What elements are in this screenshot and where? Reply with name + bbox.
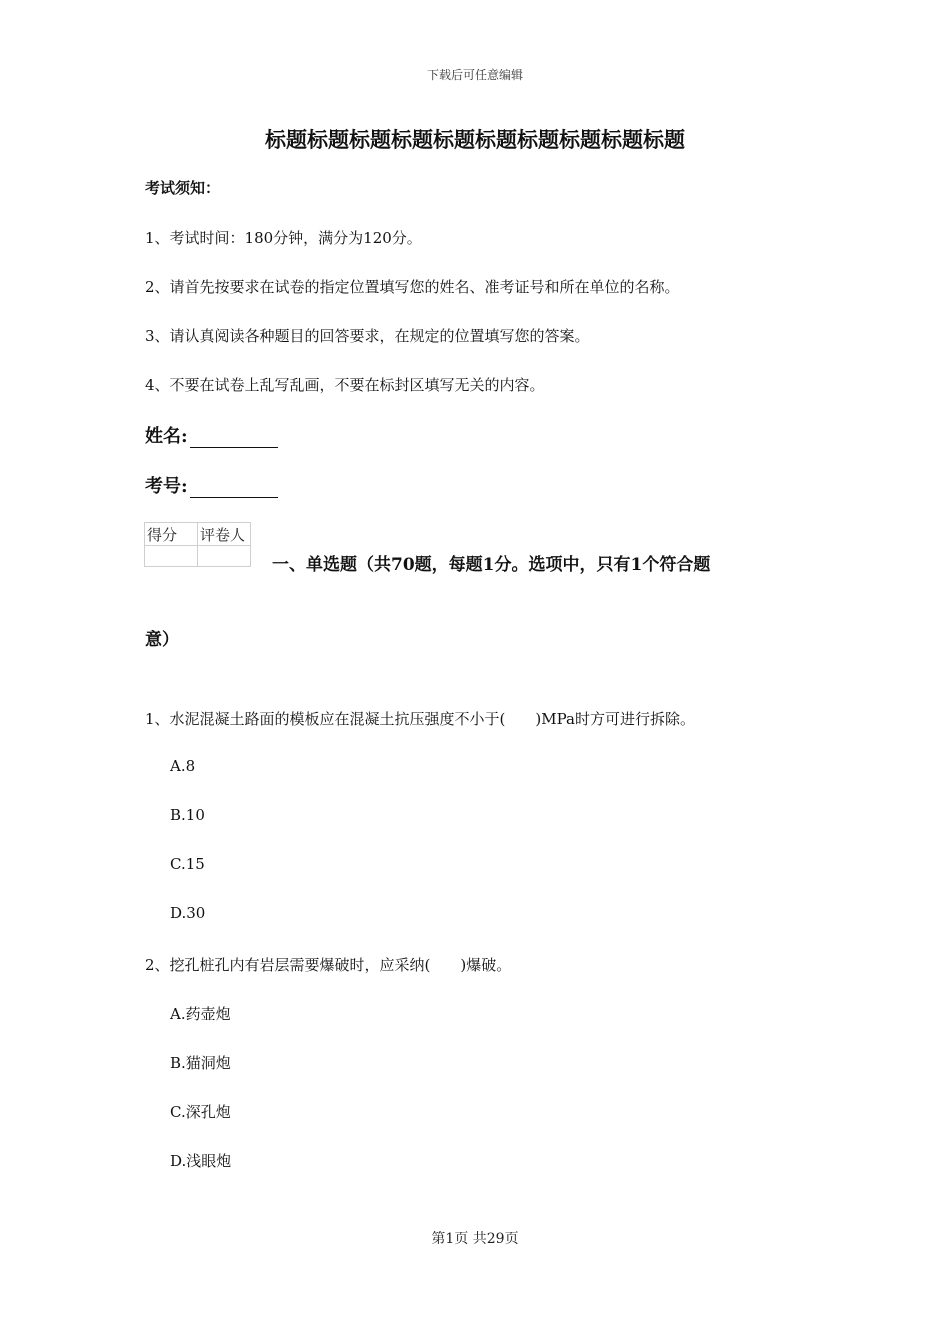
grader-header: 评卷人 (198, 523, 251, 546)
question-option: C.深孔炮 (170, 1103, 231, 1121)
notice-rule: 2、请首先按要求在试卷的指定位置填写您的姓名、准考证号和所在单位的名称。 (145, 278, 680, 296)
score-header: 得分 (145, 523, 198, 546)
document-title: 标题标题标题标题标题标题标题标题标题标题 (265, 127, 685, 152)
exam-number-field (145, 472, 278, 498)
page-footer: 第1页 共29页 (431, 1231, 519, 1247)
header-note: 下载后可任意编辑 (426, 68, 523, 82)
notice-rule: 3、请认真阅读各种题目的回答要求，在规定的位置填写您的答案。 (145, 327, 590, 345)
question-option: A.8 (170, 757, 196, 775)
section-heading: 一、单选题（共70题，每题1分。选项中，只有1个符合题 (272, 555, 711, 575)
score-table (144, 522, 251, 567)
score-cell[interactable] (145, 546, 198, 567)
question-option: D.浅眼炮 (170, 1152, 232, 1170)
question-option: A.药壶炮 (170, 1005, 231, 1023)
question-option: C.15 (170, 855, 205, 873)
question-option: B.10 (170, 806, 205, 824)
exam-number-blank-line[interactable] (190, 477, 278, 498)
question-stem: 2、挖孔桩孔内有岩层需要爆破时，应采纳( )爆破。 (145, 956, 512, 974)
question-option: D.30 (170, 904, 206, 922)
question-stem: 1、水泥混凝土路面的模板应在混凝土抗压强度不小于( )MPa时方可进行拆除。 (145, 710, 695, 728)
notice-heading: 考试须知： (145, 179, 221, 197)
section-heading-continued: 意） (145, 630, 179, 650)
name-field (145, 422, 278, 448)
name-label: 姓名: (145, 426, 188, 447)
question-option: B.猫洞炮 (170, 1054, 231, 1072)
grader-cell[interactable] (198, 546, 251, 567)
exam-number-label: 考号: (145, 476, 188, 497)
notice-rule: 1、考试时间：180分钟，满分为120分。 (145, 229, 422, 247)
notice-rule: 4、不要在试卷上乱写乱画，不要在标封区填写无关的内容。 (145, 376, 545, 394)
name-blank-line[interactable] (190, 427, 278, 448)
